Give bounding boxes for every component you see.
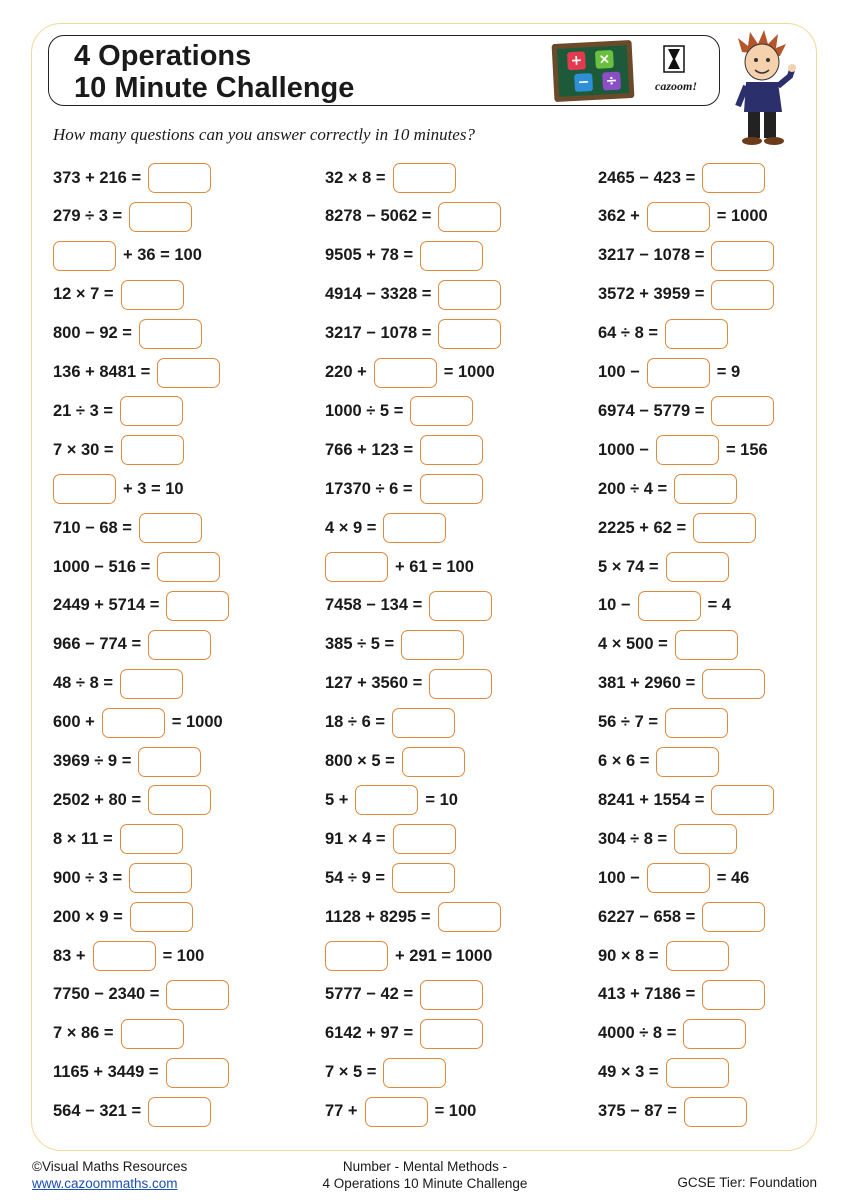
question-row xyxy=(598,512,756,544)
page-title-line2: 10 Minute Challenge xyxy=(74,72,355,104)
answer-box[interactable] xyxy=(383,1058,446,1088)
cazoom-logo xyxy=(655,45,705,97)
answer-box[interactable] xyxy=(166,1058,229,1088)
question-row xyxy=(53,201,192,233)
question-row xyxy=(325,746,465,778)
question-text: 6974 − 5779 = xyxy=(598,401,705,420)
question-row xyxy=(53,979,229,1011)
question-row xyxy=(598,434,768,466)
footer-topic-line2: 4 Operations 10 Minute Challenge xyxy=(322,1176,528,1191)
answer-box[interactable] xyxy=(157,358,220,388)
question-text: 1000 − xyxy=(598,440,649,459)
question-text: 6227 − 658 = xyxy=(598,907,696,926)
question-text: 362 + xyxy=(598,207,640,226)
question-text: = 156 xyxy=(725,440,768,459)
question-text: 2502 + 80 = xyxy=(53,790,142,809)
question-text: 7 × 5 = xyxy=(325,1063,377,1082)
answer-box[interactable] xyxy=(438,202,501,232)
question-text: + 61 = 100 xyxy=(395,557,474,576)
answer-box[interactable] xyxy=(666,941,729,971)
question-row xyxy=(598,629,738,661)
plus-icon: + xyxy=(567,51,586,70)
question-text: = 1000 xyxy=(443,363,495,381)
answer-box[interactable] xyxy=(120,824,183,854)
answer-box[interactable] xyxy=(438,280,501,310)
answer-box[interactable] xyxy=(129,202,192,232)
question-text: + 36 = 100 xyxy=(123,246,202,265)
question-row xyxy=(598,784,774,816)
question-row xyxy=(598,901,765,933)
question-text: 3217 − 1078 = xyxy=(598,246,705,265)
question-row xyxy=(325,629,464,661)
question-text: 2225 + 62 = xyxy=(598,518,687,537)
footer-topic xyxy=(280,1158,570,1192)
minus-icon: − xyxy=(574,73,593,92)
question-row xyxy=(53,473,184,505)
question-row xyxy=(53,707,223,739)
question-text: 64 ÷ 8 = xyxy=(598,324,658,343)
question-text: 279 ÷ 3 = xyxy=(53,207,123,226)
answer-box[interactable] xyxy=(120,669,183,699)
answer-box[interactable] xyxy=(420,435,483,465)
question-text: 800 − 92 = xyxy=(53,324,132,343)
answer-box[interactable] xyxy=(393,824,456,854)
answer-box[interactable] xyxy=(401,630,464,660)
question-text: 17370 ÷ 6 = xyxy=(325,479,413,498)
question-text: + 291 = 1000 xyxy=(395,946,493,965)
question-text: 710 − 68 = xyxy=(53,518,132,537)
answer-box[interactable] xyxy=(420,980,483,1010)
question-text: 1128 + 8295 = xyxy=(325,907,431,926)
question-text: 385 ÷ 5 = xyxy=(325,635,395,654)
question-text: 77 + xyxy=(325,1102,358,1121)
answer-box[interactable] xyxy=(393,163,456,193)
answer-box[interactable] xyxy=(325,941,388,971)
question-row xyxy=(598,823,737,855)
answer-box[interactable] xyxy=(666,552,729,582)
question-row xyxy=(53,784,211,816)
operations-board-icon xyxy=(552,40,635,102)
answer-box[interactable] xyxy=(711,396,774,426)
times-icon: × xyxy=(595,50,614,69)
divide-icon: ÷ xyxy=(602,72,621,91)
question-text: 4000 ÷ 8 = xyxy=(598,1024,677,1043)
question-text: 56 ÷ 7 = xyxy=(598,713,658,732)
question-text: 90 × 8 = xyxy=(598,946,659,965)
question-text: 3572 + 3959 = xyxy=(598,285,705,304)
answer-box[interactable] xyxy=(665,708,728,738)
question-row xyxy=(598,473,737,505)
question-text: 564 − 321 = xyxy=(53,1102,142,1121)
answer-box[interactable] xyxy=(702,669,765,699)
answer-box[interactable] xyxy=(374,358,437,388)
question-row xyxy=(53,318,202,350)
question-row xyxy=(598,1096,747,1128)
answer-box[interactable] xyxy=(120,396,183,426)
answer-box[interactable] xyxy=(121,280,184,310)
question-text: 1000 − 516 = xyxy=(53,557,151,576)
answer-box[interactable] xyxy=(420,1019,483,1049)
question-text: 4 × 500 = xyxy=(598,635,668,654)
question-text: 2465 − 423 = xyxy=(598,168,696,187)
question-text: 5 + xyxy=(325,790,349,809)
question-text: = 1000 xyxy=(171,713,223,732)
answer-box[interactable] xyxy=(674,474,737,504)
question-text: 136 + 8481 = xyxy=(53,363,151,381)
answer-box[interactable] xyxy=(138,747,201,777)
answer-box[interactable] xyxy=(429,669,492,699)
answer-box[interactable] xyxy=(647,863,710,893)
question-text: 375 − 87 = xyxy=(598,1102,677,1121)
question-row xyxy=(598,201,768,233)
question-row xyxy=(53,1018,184,1050)
question-row xyxy=(53,551,220,583)
question-text: 1165 + 3449 = xyxy=(53,1063,159,1082)
answer-box[interactable] xyxy=(166,591,229,621)
answer-box[interactable] xyxy=(438,319,501,349)
question-text: 966 − 774 = xyxy=(53,635,142,654)
question-text: 2449 + 5714 = xyxy=(53,596,160,615)
question-row xyxy=(53,434,184,466)
question-row xyxy=(325,1018,483,1050)
answer-box[interactable] xyxy=(102,708,165,738)
question-text: = 10 xyxy=(425,790,458,809)
cazoom-logo-text: cazoom! xyxy=(655,79,697,93)
answer-box[interactable] xyxy=(121,1019,184,1049)
answer-box[interactable] xyxy=(93,941,156,971)
boy-mascot-icon xyxy=(728,30,798,148)
question-text: 800 × 5 = xyxy=(325,752,395,770)
answer-box[interactable] xyxy=(355,785,418,815)
footer-website-link[interactable]: www.cazoommaths.com xyxy=(32,1176,178,1191)
question-text: 6 × 6 = xyxy=(598,752,650,770)
question-row xyxy=(325,473,483,505)
answer-box[interactable] xyxy=(121,435,184,465)
answer-box[interactable] xyxy=(166,980,229,1010)
answer-box[interactable] xyxy=(702,163,765,193)
answer-box[interactable] xyxy=(684,1097,747,1127)
question-row xyxy=(325,784,458,816)
question-row xyxy=(325,395,473,427)
question-row xyxy=(53,512,202,544)
question-row xyxy=(325,862,455,894)
question-text: 220 + xyxy=(325,363,367,381)
question-text: 600 + xyxy=(53,713,95,732)
question-row xyxy=(53,162,211,194)
question-row xyxy=(598,1057,729,1089)
question-text: 100 − xyxy=(598,868,640,887)
instructions: How many questions can you answer correctly in 10 minutes? xyxy=(53,125,475,144)
answer-box[interactable] xyxy=(410,396,473,426)
question-row xyxy=(598,318,728,350)
question-row xyxy=(53,901,193,933)
question-text: 6142 + 97 = xyxy=(325,1024,414,1043)
question-row xyxy=(53,746,201,778)
answer-box[interactable] xyxy=(683,1019,746,1049)
answer-box[interactable] xyxy=(392,708,455,738)
question-text: 4914 − 3328 = xyxy=(325,285,432,304)
question-text: 8 × 11 = xyxy=(53,829,113,848)
question-text: 4 × 9 = xyxy=(325,518,377,537)
answer-box[interactable] xyxy=(139,319,202,349)
question-text: 48 ÷ 8 = xyxy=(53,674,113,693)
question-row xyxy=(53,940,204,972)
question-text: 766 + 123 = xyxy=(325,440,414,459)
answer-box[interactable] xyxy=(420,474,483,504)
answer-box[interactable] xyxy=(674,824,737,854)
answer-box[interactable] xyxy=(711,280,774,310)
question-text: 18 ÷ 6 = xyxy=(325,713,385,732)
question-row xyxy=(53,395,183,427)
answer-box[interactable] xyxy=(53,474,116,504)
question-row xyxy=(53,823,183,855)
question-row xyxy=(325,823,456,855)
question-text: 1000 ÷ 5 = xyxy=(325,401,404,420)
question-text: 8278 − 5062 = xyxy=(325,207,432,226)
question-row xyxy=(53,279,184,311)
question-text: = 46 xyxy=(716,868,750,887)
answer-box[interactable] xyxy=(711,241,774,271)
question-text: 413 + 7186 = xyxy=(598,985,696,1004)
answer-box[interactable] xyxy=(656,747,719,777)
question-text: 900 ÷ 3 = xyxy=(53,868,123,887)
question-text: 200 × 9 = xyxy=(53,907,123,926)
question-text: 9505 + 78 = xyxy=(325,246,414,265)
answer-box[interactable] xyxy=(130,902,193,932)
question-text: 10 − xyxy=(598,596,631,615)
question-text: = 4 xyxy=(707,596,731,615)
question-row xyxy=(325,901,501,933)
question-text: 3217 − 1078 = xyxy=(325,324,432,343)
answer-box[interactable] xyxy=(129,863,192,893)
answer-box[interactable] xyxy=(148,1097,211,1127)
answer-box[interactable] xyxy=(711,785,774,815)
question-row xyxy=(325,512,446,544)
question-row xyxy=(325,240,483,272)
question-text: 373 + 216 = xyxy=(53,168,142,187)
question-text: 7 × 30 = xyxy=(53,440,114,459)
question-text: 5777 − 42 = xyxy=(325,985,414,1004)
question-row xyxy=(598,1018,746,1050)
footer-tier: GCSE Tier: Foundation xyxy=(677,1175,817,1190)
answer-box[interactable] xyxy=(383,513,446,543)
answer-box[interactable] xyxy=(53,241,116,271)
question-row xyxy=(325,279,501,311)
question-row xyxy=(325,551,474,583)
question-row xyxy=(598,668,765,700)
question-text: 21 ÷ 3 = xyxy=(53,401,113,420)
answer-box[interactable] xyxy=(665,319,728,349)
answer-box[interactable] xyxy=(647,202,710,232)
question-row xyxy=(598,240,774,272)
answer-box[interactable] xyxy=(139,513,202,543)
question-text: 49 × 3 = xyxy=(598,1063,659,1082)
answer-box[interactable] xyxy=(666,1058,729,1088)
question-row xyxy=(598,979,765,1011)
question-text: 304 ÷ 8 = xyxy=(598,829,668,848)
answer-box[interactable] xyxy=(420,241,483,271)
answer-box[interactable] xyxy=(392,863,455,893)
question-row xyxy=(598,357,740,389)
question-text: 7750 − 2340 = xyxy=(53,985,160,1004)
question-row xyxy=(325,940,492,972)
question-text: 100 − xyxy=(598,363,640,381)
question-row xyxy=(598,940,729,972)
answer-box[interactable] xyxy=(638,591,701,621)
question-row xyxy=(53,357,220,389)
question-row xyxy=(325,434,483,466)
question-row xyxy=(53,668,183,700)
question-row xyxy=(53,1096,211,1128)
footer-left xyxy=(32,1158,187,1192)
question-row xyxy=(325,979,483,1011)
answer-box[interactable] xyxy=(656,435,719,465)
question-row xyxy=(325,1057,446,1089)
question-row xyxy=(598,590,731,622)
question-row xyxy=(325,357,495,389)
question-row xyxy=(325,318,501,350)
answer-box[interactable] xyxy=(402,747,465,777)
answer-box[interactable] xyxy=(647,358,710,388)
answer-box[interactable] xyxy=(675,630,738,660)
question-row xyxy=(598,862,749,894)
answer-box[interactable] xyxy=(148,163,211,193)
question-text: 127 + 3560 = xyxy=(325,674,423,693)
question-text: = 9 xyxy=(716,363,741,381)
question-row xyxy=(598,279,774,311)
question-text: 91 × 4 = xyxy=(325,829,386,848)
question-text: = 1000 xyxy=(716,207,768,226)
answer-box[interactable] xyxy=(148,630,211,660)
question-text: + 3 = 10 xyxy=(123,479,184,498)
cazoom-logo-icon xyxy=(663,45,685,73)
question-row xyxy=(598,395,774,427)
question-text: 12 × 7 = xyxy=(53,285,114,304)
question-row xyxy=(325,162,456,194)
question-text: 3969 ÷ 9 = xyxy=(53,752,132,770)
question-text: 8241 + 1554 = xyxy=(598,790,705,809)
answer-box[interactable] xyxy=(693,513,756,543)
footer-copyright: ©Visual Maths Resources xyxy=(32,1159,188,1174)
question-row xyxy=(53,240,202,272)
answer-box[interactable] xyxy=(148,785,211,815)
question-row xyxy=(598,162,765,194)
answer-box[interactable] xyxy=(429,591,492,621)
answer-box[interactable] xyxy=(325,552,388,582)
question-text: = 100 xyxy=(434,1102,477,1121)
question-text: 32 × 8 = xyxy=(325,168,386,187)
question-row xyxy=(325,668,492,700)
question-text: 200 ÷ 4 = xyxy=(598,479,668,498)
page-title-line1: 4 Operations xyxy=(74,40,252,72)
question-text: 54 ÷ 9 = xyxy=(325,868,385,887)
question-text: 7458 − 134 = xyxy=(325,596,423,615)
question-row xyxy=(325,201,501,233)
question-row xyxy=(325,707,455,739)
question-text: = 100 xyxy=(162,946,205,965)
question-row xyxy=(598,551,729,583)
question-row xyxy=(53,590,229,622)
question-row xyxy=(53,629,211,661)
question-text: 5 × 74 = xyxy=(598,557,659,576)
question-row xyxy=(325,1096,476,1128)
question-row xyxy=(53,1057,229,1089)
question-text: 83 + xyxy=(53,946,86,965)
question-text: 381 + 2960 = xyxy=(598,674,696,693)
answer-box[interactable] xyxy=(702,980,765,1010)
question-row xyxy=(53,862,192,894)
answer-box[interactable] xyxy=(365,1097,428,1127)
answer-box[interactable] xyxy=(157,552,220,582)
question-row xyxy=(325,590,492,622)
question-row xyxy=(598,746,719,778)
answer-box[interactable] xyxy=(702,902,765,932)
footer-topic-line1: Number - Mental Methods - xyxy=(342,1159,508,1174)
question-text: 7 × 86 = xyxy=(53,1024,114,1043)
question-row xyxy=(598,707,728,739)
answer-box[interactable] xyxy=(438,902,501,932)
